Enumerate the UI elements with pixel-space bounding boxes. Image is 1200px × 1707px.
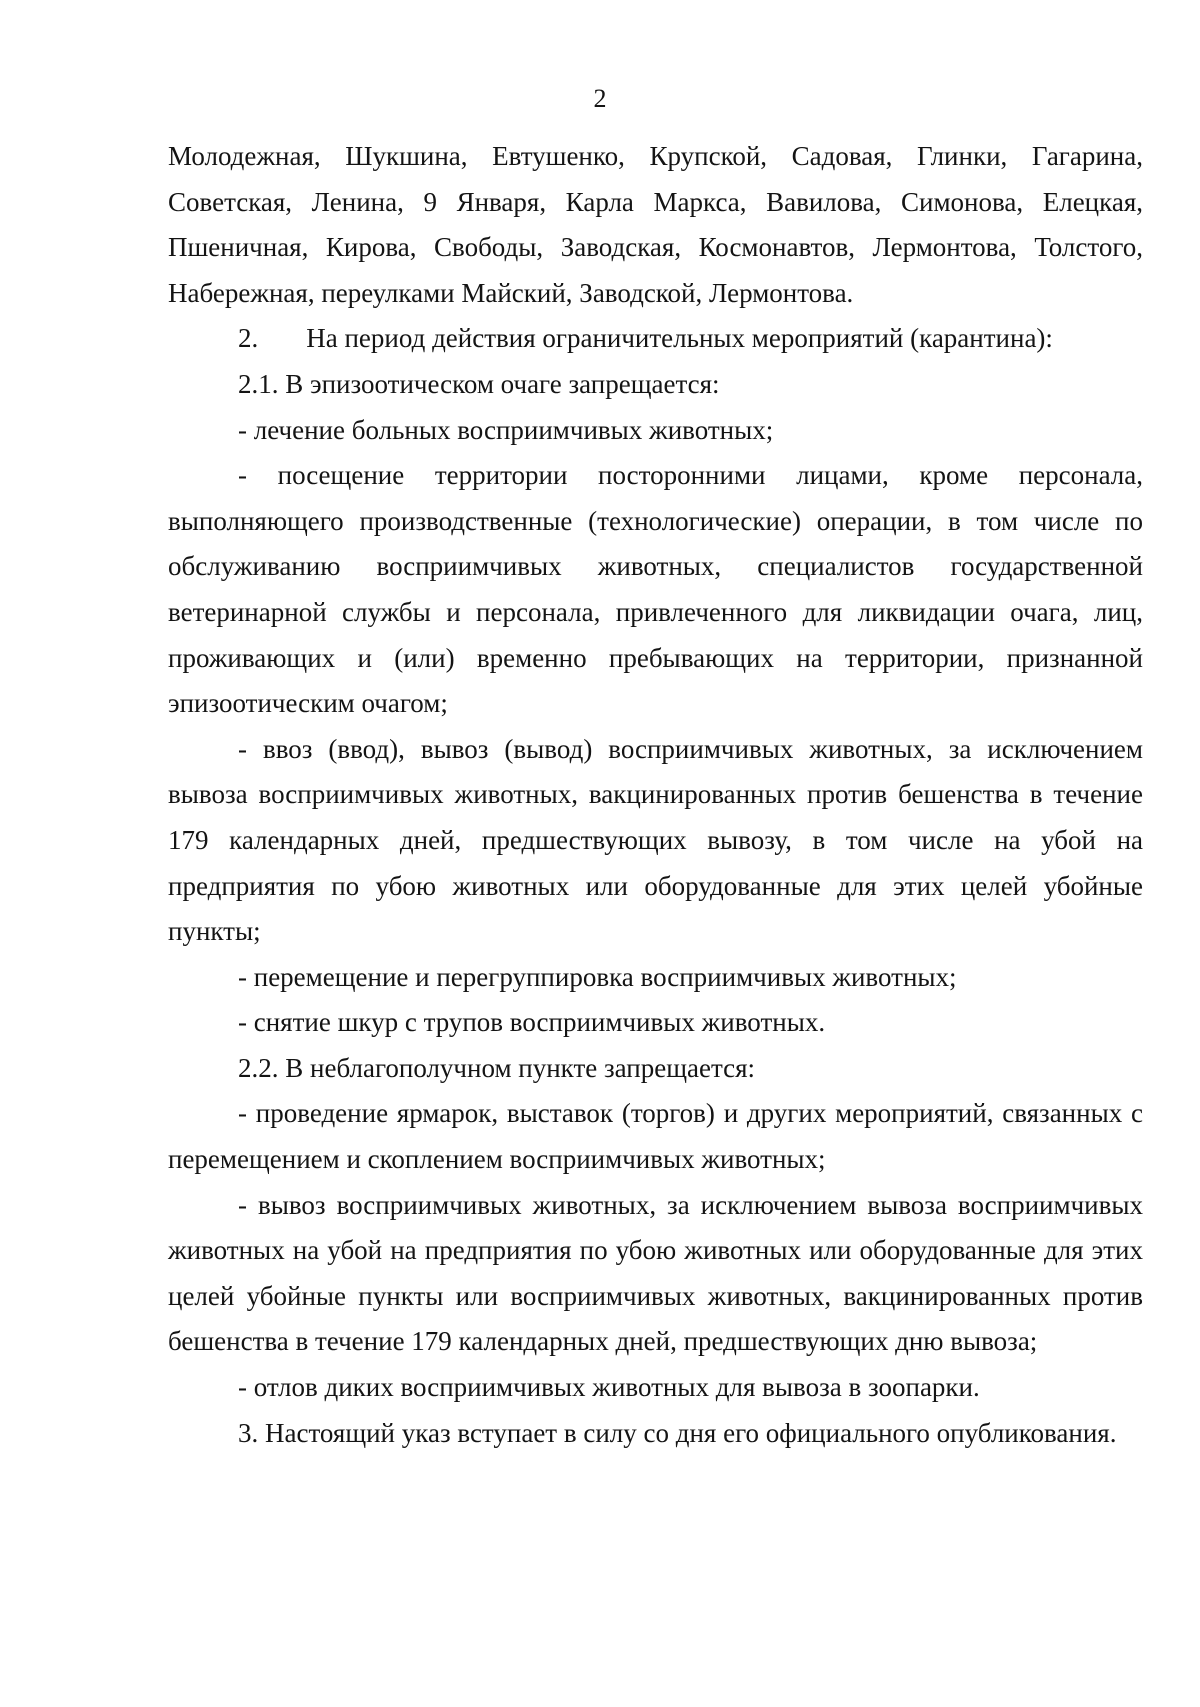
item-number: 2.	[238, 323, 259, 354]
paragraph-street-list: Молодежная, Шукшина, Евтушенко, Крупской, Садовая, Глинки, Гагарина, Советская, Ленина, 9 Января, Карла Маркса, Вавилова, Симонова, Елецкая, Пшеничная, Кирова, Свободы, Заводская, Космонавтов, Лермонтова, Толстого, Набережная, переулками Майский, Заводской, Лермонтова.	[168, 141, 1143, 308]
paragraph-prohibition-fairs: - проведение ярмарок, выставок (торгов) и других мероприятий, связанных с перемещением и скоплением восприимчивых животных;	[168, 1098, 1143, 1175]
paragraph-prohibition-removal: - вывоз восприимчивых животных, за исключением вывоза восприимчивых животных на убой на предприятия по убою животных или оборудованные для этих целей убойные пункты или восприимчивых животных, вакцинированных против бешенства в течение 179 календарных дней, предшествующих дню вывоза;	[168, 1189, 1143, 1357]
paragraph-prohibition-trapping: - отлов диких восприимчивых животных для вывоза в зоопарки.	[238, 1372, 980, 1403]
page-number: 2	[593, 84, 607, 113]
paragraph-prohibition-visits: - посещение территории посторонними лицами, кроме персонала, выполняющего производственные (технологические) операции, в том числе по обслуживанию восприимчивых животных, специалистов государственной ветеринарной службы и персонала, привлеченного для ликвидации очага, лиц, проживающих и (или) временно пребывающих на территории, признанной эпизоотическим очагом;	[168, 460, 1143, 719]
paragraph-item-2-2: 2.2. В неблагополучном пункте запрещается:	[238, 1052, 755, 1083]
paragraph-item-3: 3. Настоящий указ вступает в силу со дня его официального опубликования.	[238, 1417, 1117, 1448]
document-body	[168, 134, 1143, 1456]
paragraph-prohibition-import-export: - ввоз (ввод), вывоз (вывод) восприимчивых животных, за исключением вывоза восприимчивых животных, вакцинированных против бешенства в течение 179 календарных дней, предшествующих вывозу, в том числе на убой на предприятия по убою животных или оборудованные для этих целей убойные пункты;	[168, 733, 1143, 947]
paragraph-item-2	[168, 316, 1143, 362]
paragraph-prohibition-regrouping: - перемещение и перегруппировка восприимчивых животных;	[238, 961, 957, 992]
paragraph-prohibition-treatment: - лечение больных восприимчивых животных;	[238, 414, 774, 445]
item-text: На период действия ограничительных мероприятий (карантина):	[306, 323, 1053, 354]
paragraph-item-2-1: 2.1. В эпизоотическом очаге запрещается:	[238, 368, 720, 399]
paragraph-prohibition-skinning: - снятие шкур с трупов восприимчивых животных.	[238, 1007, 826, 1038]
